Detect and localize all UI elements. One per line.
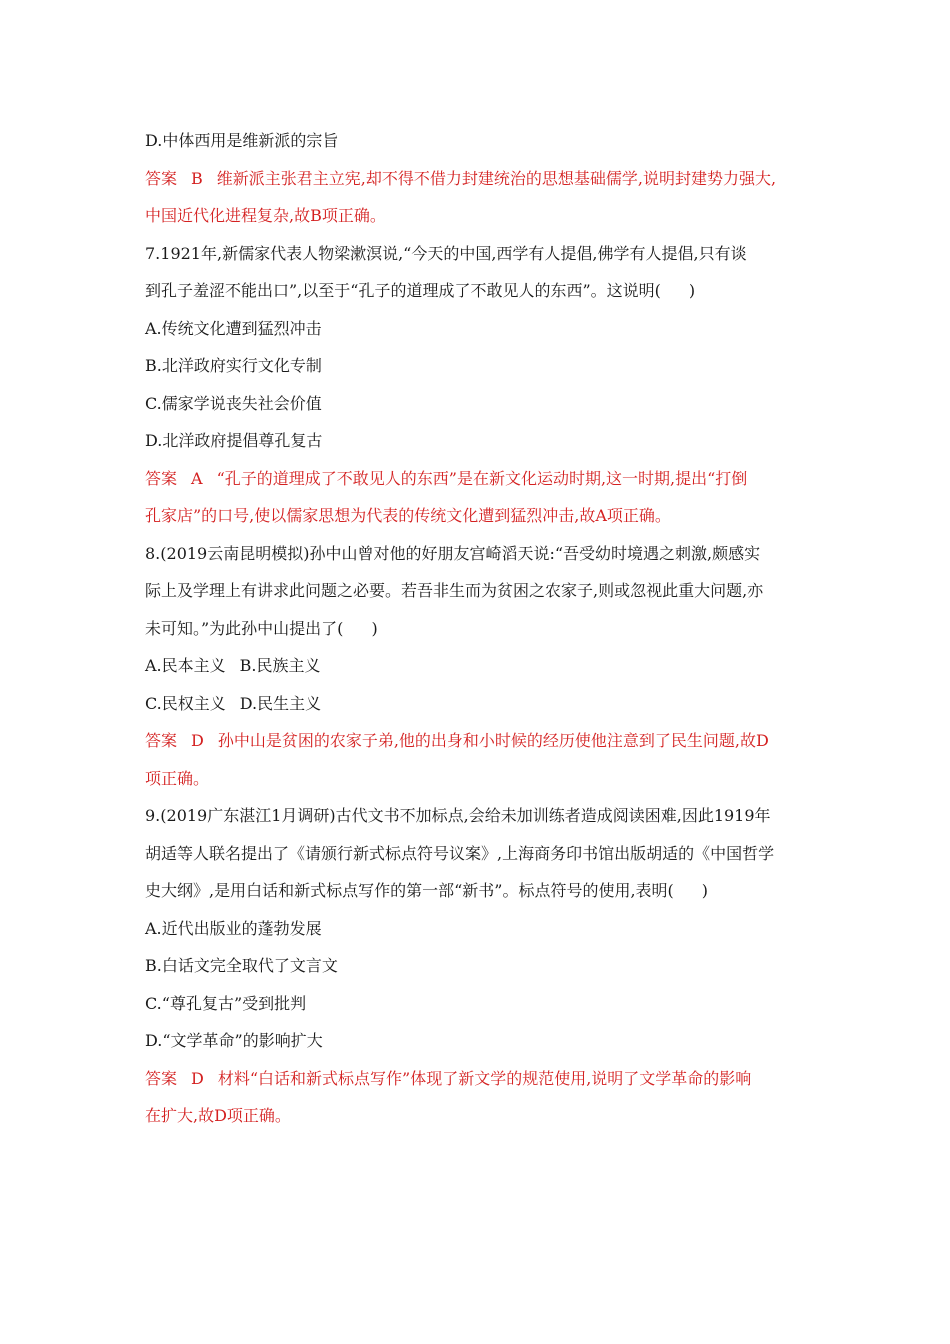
q8-option-c: C.民权主义: [145, 693, 226, 713]
q6-answer-continuation: 中国近代化进程复杂,故B项正确。: [145, 206, 386, 225]
q8-option-a: A.民本主义: [145, 656, 226, 675]
q7-option-c: C.儒家学说丧失社会价值: [145, 393, 322, 413]
q7-answer-continuation: 孔家店”的口号,使以儒家思想为代表的传统文化遭到猛烈冲击,故A项正确。: [145, 506, 671, 525]
answer-key: B: [191, 168, 203, 188]
answer-label: 答案: [145, 1068, 178, 1088]
q8-answer-continuation: 项正确。: [145, 768, 210, 788]
q9-option-c: C.“尊孔复古”受到批判: [145, 993, 307, 1013]
q9-stem-line: [145, 872, 825, 910]
q8-option-b: B.民族主义: [239, 656, 321, 675]
q9-answer-continuation: 在扩大,故D项正确。: [145, 1106, 291, 1125]
answer-key: D: [191, 731, 204, 750]
q9-stem-text: 史大纲》,是用白话和新式标点写作的第一部“新书”。标点符号的使用,表明(: [145, 881, 674, 900]
q9-option-a: A.近代出版业的蓬勃发展: [145, 918, 322, 938]
q7-answer-line: [145, 460, 825, 498]
q8-stem-line: [145, 610, 825, 648]
answer-label: 答案: [145, 168, 178, 188]
answer-key: A: [191, 468, 203, 488]
q7-stem-line: 7.1921年,新儒家代表人物梁漱溟说,“今天的中国,西学有人提倡,佛学有人提倡,只有谈: [145, 243, 747, 263]
answer-explanation: 孙中山是贫困的农家子弟,他的出身和小时候的经历使他注意到了民生问题,故D: [217, 731, 769, 750]
q7-stem-close: ): [688, 281, 696, 300]
answer-explanation: 材料“白话和新式标点写作”体现了新文学的规范使用,说明了文学革命的影响: [217, 1068, 752, 1088]
q7-option-b: B.北洋政府实行文化专制: [145, 356, 322, 375]
q8-options-ab: [145, 647, 825, 685]
q9-stem-line: 9.(2019广东湛江1月调研)古代文书不加标点,会给未加训练者造成阅读困难,因此1919年: [145, 806, 771, 825]
q9-option-b: B.白话文完全取代了文言文: [145, 956, 338, 975]
q8-options-cd: [145, 685, 825, 723]
q9-answer-line: [145, 1060, 825, 1098]
q6-answer-line: [145, 160, 825, 198]
q8-option-d: D.民生主义: [239, 693, 322, 713]
q7-option-a: A.传统文化遭到猛烈冲击: [145, 318, 322, 338]
q8-stem-text: 未可知。”为此孙中山提出了(: [145, 618, 344, 638]
q8-answer-line: [145, 722, 825, 760]
q9-stem-line: 胡适等人联名提出了《请颁行新式标点符号议案》,上海商务印书馆出版胡适的《中国哲学: [145, 843, 775, 863]
answer-label: 答案: [145, 468, 178, 488]
q8-stem-close: ): [371, 618, 378, 638]
answer-explanation: 维新派主张君主立宪,却不得不借力封建统治的思想基础儒学,说明封建势力强大,: [216, 168, 777, 188]
q7-stem-text: 到孔子羞涩不能出口”,以至于“孔子的道理成了不敢见人的东西”。这说明(: [145, 281, 661, 300]
document-page: [145, 122, 825, 1135]
answer-key: D: [191, 1068, 204, 1088]
q8-stem-line: 8.(2019云南昆明模拟)孙中山曾对他的好朋友宫崎滔天说:“吾受幼时境遇之刺激,颇感实: [145, 543, 761, 563]
q9-stem-close: ): [701, 881, 709, 900]
answer-label: 答案: [145, 731, 178, 750]
q6-option-d: D.中体西用是维新派的宗旨: [145, 131, 339, 150]
answer-explanation: “孔子的道理成了不敢见人的东西”是在新文化运动时期,这一时期,提出“打倒: [216, 468, 748, 488]
q7-option-d: D.北洋政府提倡尊孔复古: [145, 431, 323, 450]
q8-stem-line: 际上及学理上有讲求此问题之必要。若吾非生而为贫困之农家子,则或忽视此重大问题,亦: [145, 581, 764, 600]
q7-stem-line: [145, 272, 825, 310]
q9-option-d: D.“文学革命”的影响扩大: [145, 1031, 323, 1050]
